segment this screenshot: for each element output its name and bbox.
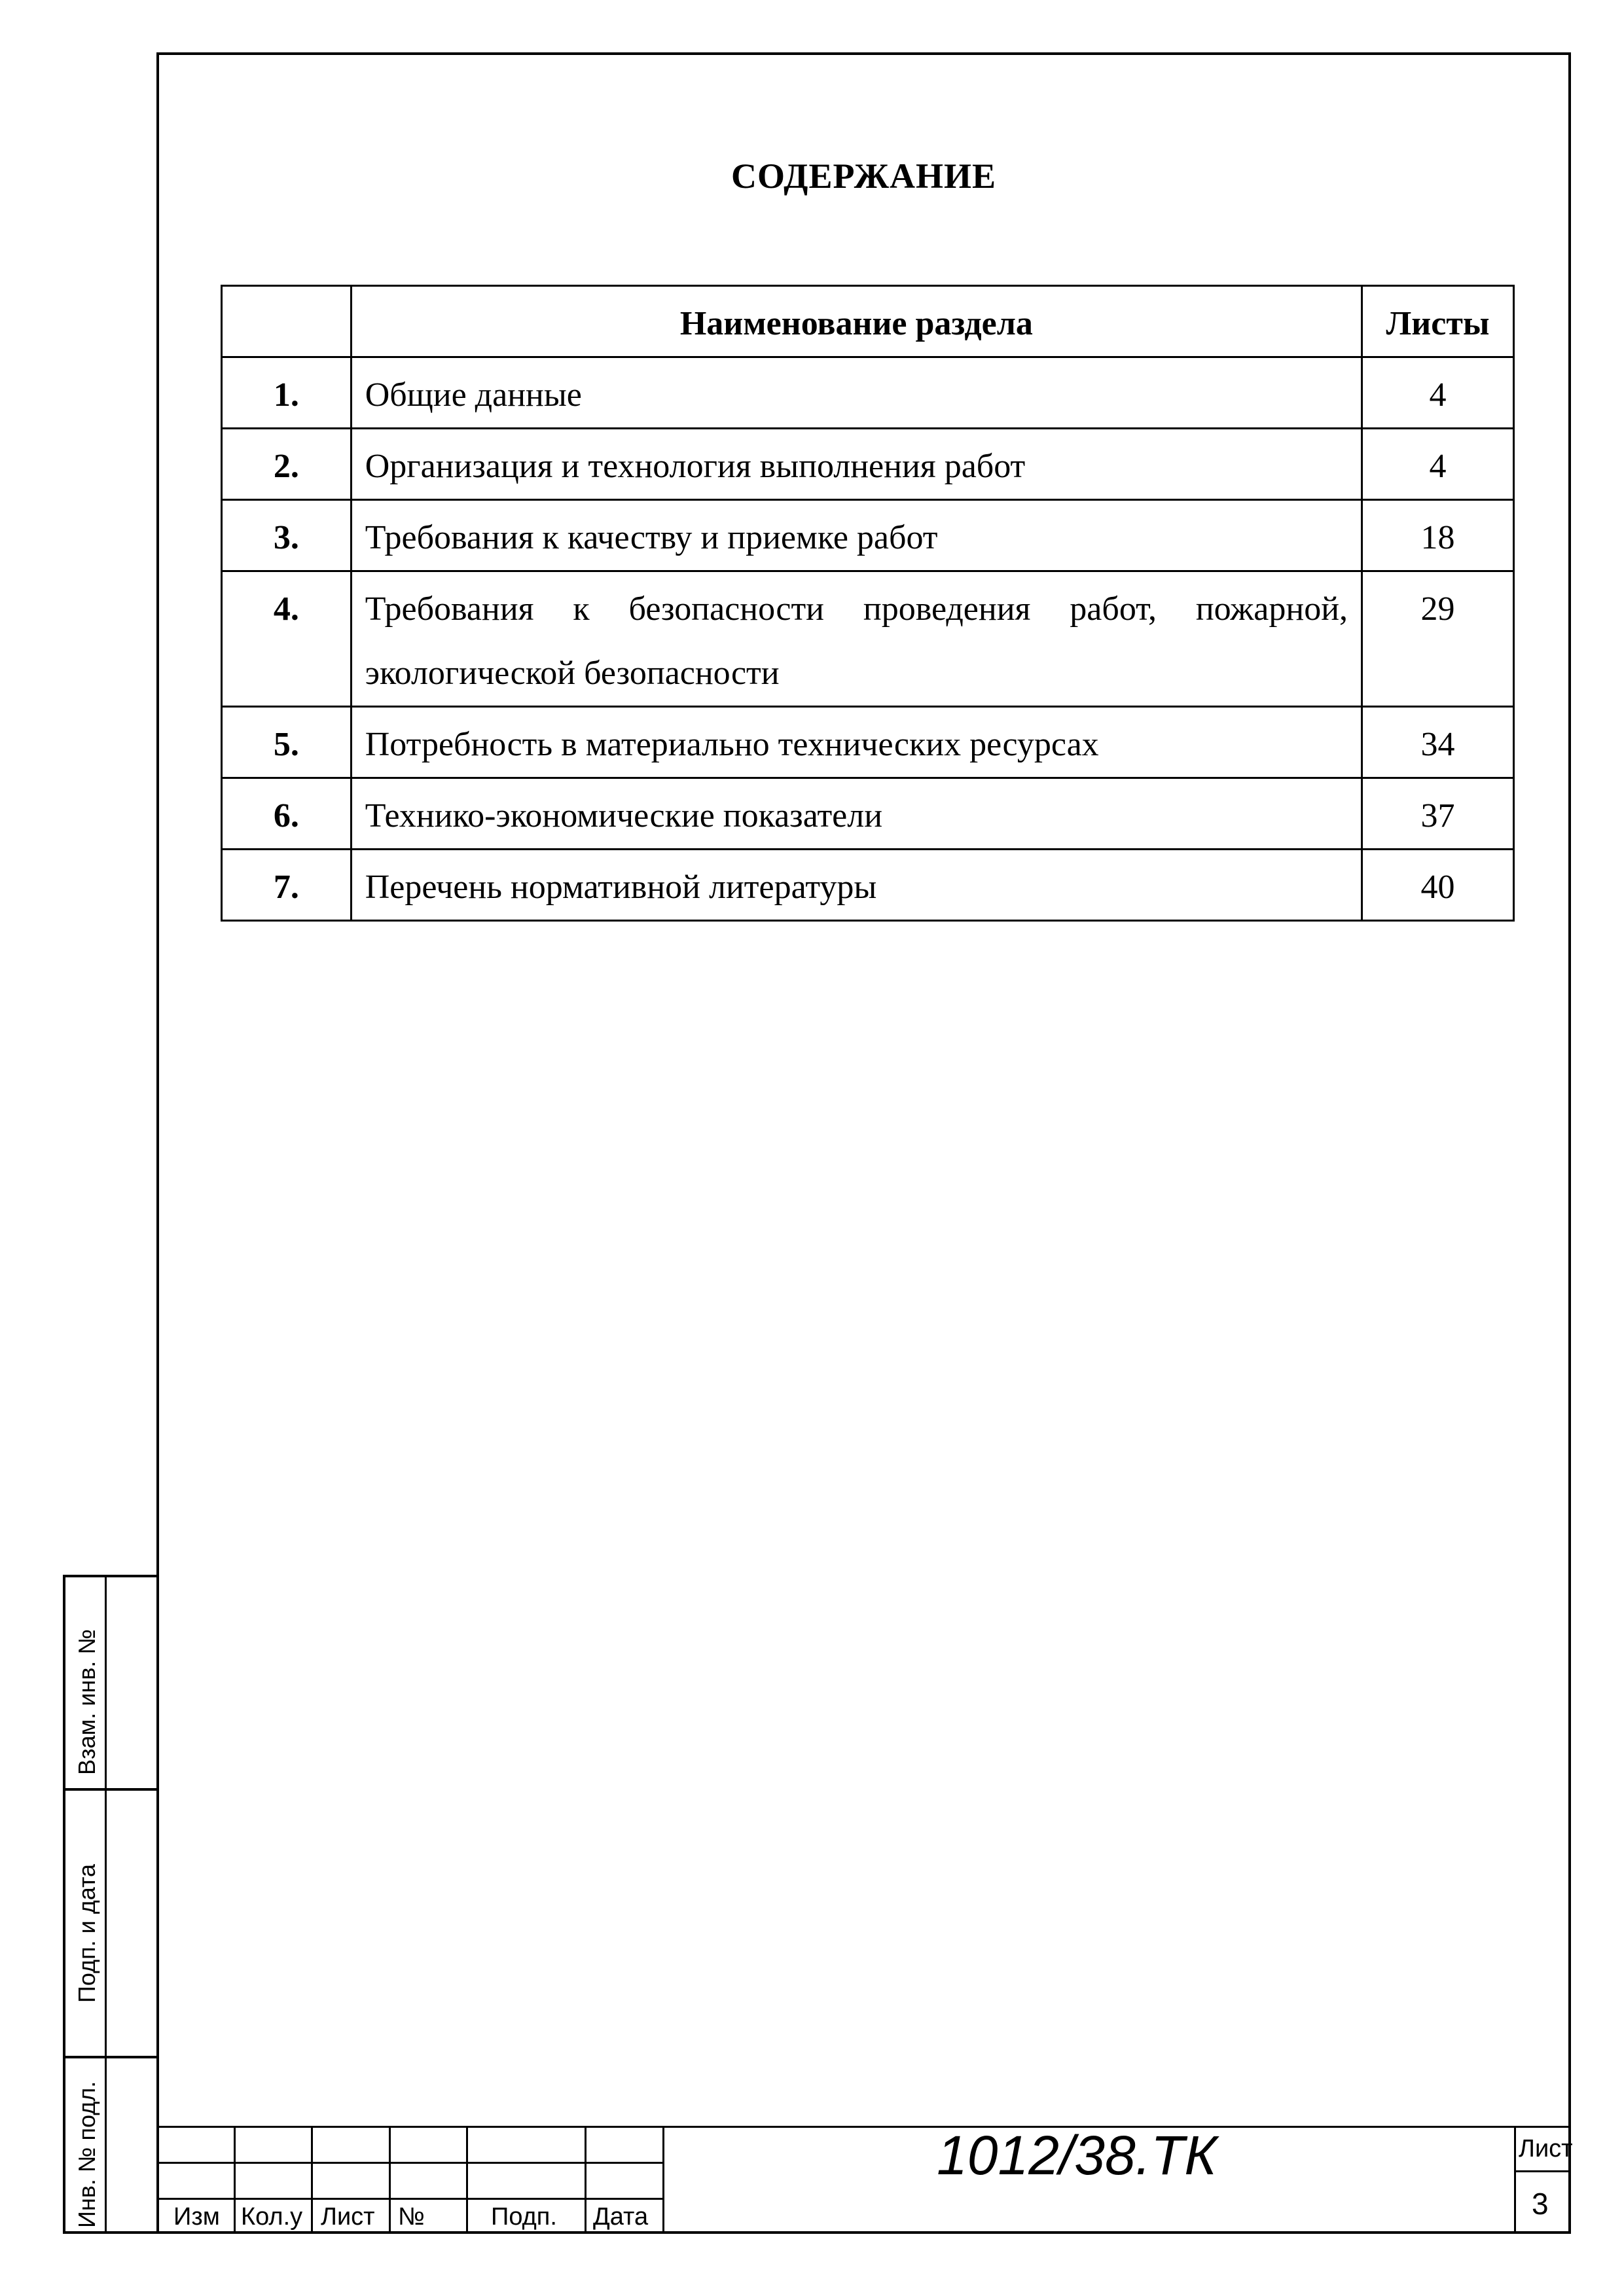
title-block-grid-line [585,2126,586,2234]
row-number: 5. [222,707,352,778]
row-sheets: 18 [1362,500,1514,571]
row-number: 3. [222,500,352,571]
contents-table [221,285,1515,922]
title-block-col-quantity: Кол.у [241,2203,303,2231]
table-row [222,357,1514,429]
sheet-label: Лист [1519,2135,1573,2162]
table-row [222,707,1514,778]
row-sheets: 40 [1362,850,1514,921]
row-number: 2. [222,429,352,500]
row-number: 1. [222,357,352,429]
side-label-original-inventory: Инв. № подл. [73,2081,100,2228]
side-label-replacement-inventory: Взам. инв. № [73,1628,100,1775]
title-block-grid-line [1514,2170,1571,2172]
table-row [222,778,1514,850]
title-block-grid-line [1514,2126,1516,2234]
row-section-name: Требования к качеству и приемке работ [351,500,1362,571]
row-number: 7. [222,850,352,921]
document-code: 1012/38.ТК [937,2125,1217,2186]
row-number: 6. [222,778,352,850]
table-row [222,850,1514,921]
side-stamp-divider [63,1788,156,1791]
row-sheets: 34 [1362,707,1514,778]
header-number [222,286,352,357]
row-section-name: Общие данные [351,357,1362,429]
side-label-signature-date: Подп. и дата [73,1863,100,2003]
title-block-col-signature: Подп. [491,2203,557,2231]
title-block-grid-line [156,2162,664,2164]
row-section-name: Перечень нормативной литературы [351,850,1362,921]
title-block-grid-line [466,2126,468,2234]
side-stamp-divider [63,2056,156,2058]
title-block-col-sheet: Лист [321,2203,375,2231]
table-row [222,500,1514,571]
table-row [222,571,1514,707]
row-number: 4. [222,571,352,707]
row-section-name: Требования к безопасности проведения работ, пожарной, экологической безопасности [351,571,1362,707]
title-block-col-doc-number: № [398,2203,425,2231]
header-section-name: Наименование раздела [351,286,1362,357]
header-sheets: Листы [1362,286,1514,357]
title-block-grid-line [311,2126,313,2234]
document-title: СОДЕРЖАНИЕ [731,156,996,196]
title-block-col-change: Изм [173,2203,220,2231]
row-sheets: 4 [1362,429,1514,500]
table-header-row [222,286,1514,357]
row-sheets: 37 [1362,778,1514,850]
title-block-grid-line [234,2126,236,2234]
side-stamp-divider [105,1575,107,2234]
row-section-name: Потребность в материально технических ресурсах [351,707,1362,778]
row-section-name: Технико-экономические показатели [351,778,1362,850]
row-sheets: 4 [1362,357,1514,429]
title-block-grid-line [389,2126,391,2234]
row-section-name: Организация и технология выполнения работ [351,429,1362,500]
table-row [222,429,1514,500]
title-block-grid-line [156,2198,664,2200]
row-sheets: 29 [1362,571,1514,707]
sheet-number: 3 [1532,2187,1549,2221]
title-block-col-date: Дата [593,2203,649,2231]
